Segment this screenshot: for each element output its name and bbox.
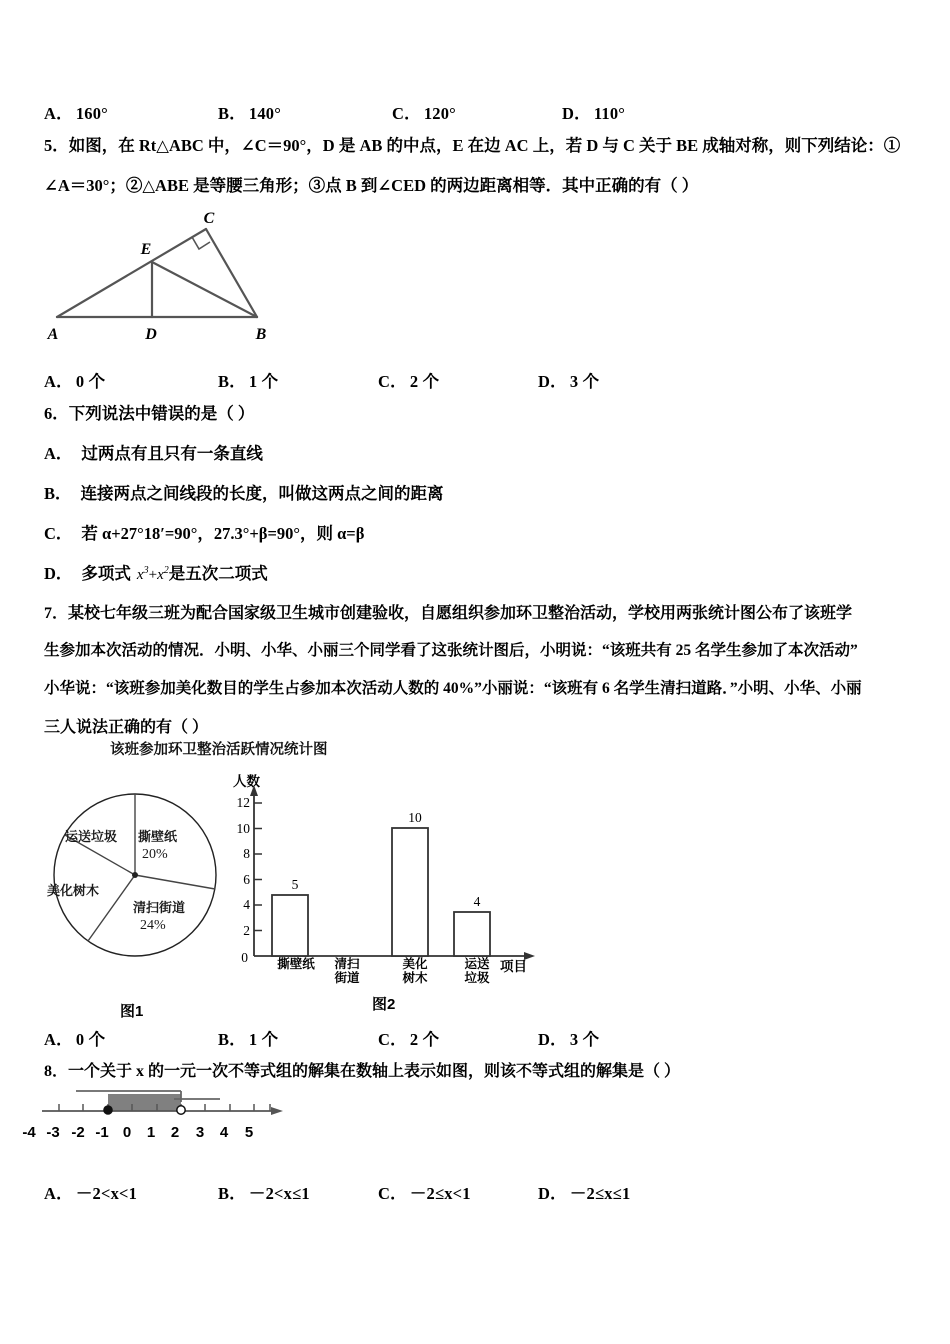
q8-option-b-text: －2<x≤1 [248, 1184, 310, 1203]
numberline-tick-label--2: -2 [71, 1124, 85, 1141]
q6-option-b-label: B． [44, 484, 72, 503]
q4-option-c-label: C． [392, 104, 421, 123]
bar-cat-sibizhi-l1: 撕壁纸 [277, 957, 315, 971]
q4-option-d[interactable] [562, 100, 625, 124]
bar-chart-ylabel: 人数 [233, 774, 260, 789]
bar-sibizhi [272, 895, 308, 956]
q4-option-d-label: D． [562, 104, 591, 123]
q7-option-d-text: 3 个 [569, 1030, 600, 1049]
q7-stem-line4 [44, 714, 924, 737]
numberline-tick-label--3: -3 [46, 1124, 60, 1141]
q5-option-a[interactable] [44, 368, 105, 392]
q6-option-d-pre: 多项式 [81, 564, 131, 583]
numberline-tick-label-2: 2 [170, 1124, 180, 1141]
q5-stem-line1 [44, 132, 924, 156]
q8-option-c-text: －2≤x<1 [409, 1184, 471, 1203]
q8-option-c-label: C． [378, 1184, 407, 1203]
pie-percent-qingsaojiedao: 24% [140, 918, 166, 933]
numberline-tick-label-3: 3 [195, 1124, 205, 1141]
bar-value-sibizhi: 5 [291, 877, 299, 892]
bar-ytick-6: 6 [243, 872, 250, 887]
q6-stem [44, 400, 924, 424]
numberline-tick-label-5: 5 [244, 1124, 254, 1141]
bar-ytick-12: 12 [236, 795, 250, 810]
bar-value-meihuashumu: 10 [408, 810, 422, 825]
bar-cat-meihuashumu-l1: 美化 [402, 957, 428, 971]
y-axis-ticks [254, 803, 262, 931]
q7-stem-line1 [44, 600, 924, 623]
bar-cat-qingsaojiedao [325, 957, 369, 985]
q5-option-b-label: B． [218, 372, 246, 391]
numberline-tick-label--1: -1 [95, 1124, 109, 1141]
q8-option-a-text: －2<x<1 [75, 1184, 138, 1203]
q8-option-d[interactable] [538, 1180, 630, 1204]
vertex-label-B: B [255, 326, 267, 343]
q8-option-b-label: B． [218, 1184, 246, 1203]
q7-option-a-text: 0 个 [75, 1030, 106, 1049]
q5-option-d-label: D． [538, 372, 567, 391]
bar-ytick-8: 8 [243, 846, 250, 861]
q7-stem-line3 [44, 676, 924, 698]
q8-option-d-label: D． [538, 1184, 567, 1203]
vertex-label-A: A [47, 326, 59, 343]
right-angle-mark-at-c [192, 237, 210, 249]
numberline-tick-label--4: -4 [22, 1124, 36, 1141]
bar-cat-qingsaojiedao-l2: 街道 [334, 971, 360, 985]
q7-option-a[interactable] [44, 1026, 105, 1050]
q8-option-c[interactable] [378, 1180, 471, 1204]
q4-option-b-label: B． [218, 104, 246, 123]
pie-label-sibizhi: 撕壁纸 [138, 829, 178, 844]
q5-option-b-text: 1 个 [248, 372, 279, 391]
q7-option-d-label: D． [538, 1030, 567, 1049]
segment-AC [57, 229, 206, 317]
pie-chart-title: 该班参加环卫整治活跃情况统计图 [110, 742, 328, 758]
triangle-svg [20, 208, 300, 348]
q6-stem-text: 下列说法中错误的是（ ） [68, 404, 255, 423]
q5-option-d-text: 3 个 [569, 372, 600, 391]
bar-cat-meihuashumu [393, 957, 437, 985]
q6-option-d-label: D． [44, 564, 73, 583]
q7-option-b-label: B． [218, 1030, 246, 1049]
q6-number: 6． [44, 404, 69, 423]
open-endpoint-1 [177, 1106, 185, 1114]
q8-number: 8． [44, 1063, 69, 1080]
q6-option-b-text: 连接两点之间线段的长度，叫做这两点之间的距离 [80, 484, 444, 503]
bar-value-yunsonglaji: 4 [473, 894, 481, 909]
q5-stem-text1: 如图，在 Rt△ABC 中，∠C＝90°，D 是 AB 的中点，E 在边 AC 上，若 D 与 C 关于 BE 成轴对称，则下列结论：① [68, 136, 901, 155]
q5-option-c-text: 2 个 [409, 372, 440, 391]
vertex-label-C: C [203, 210, 215, 227]
q8-option-b[interactable] [218, 1180, 310, 1204]
q5-stem-line2 [44, 172, 924, 196]
numberline-svg [30, 1088, 300, 1158]
q7-stem-text3: 小华说：“该班参加美化数目的学生占参加本次活动人数的 40%”小丽说：“该班有 6 名学生清扫道路．”小明、小华、小丽 [44, 680, 862, 697]
q6-option-c-label: C． [44, 524, 73, 543]
pie-label-qingsaojiedao: 清扫街道 [133, 900, 186, 915]
solution-shading [108, 1094, 181, 1111]
q6-option-b[interactable] [44, 480, 444, 504]
numberline-arrow [271, 1107, 283, 1115]
q5-option-c-label: C． [378, 372, 407, 391]
bar-y-origin: 0 [241, 950, 248, 965]
bar-ytick-2: 2 [243, 923, 250, 938]
q5-option-d[interactable] [538, 368, 599, 392]
q6-expr-base2: x [157, 567, 164, 583]
q8-option-d-text: －2≤x≤1 [569, 1184, 631, 1203]
q6-option-d-post: 是五次二项式 [168, 564, 268, 583]
q7-stem-line2 [44, 638, 924, 660]
q6-expr-sup2: 2 [163, 565, 169, 576]
q4-option-a-text: 160° [75, 104, 108, 123]
q7-number: 7． [44, 605, 69, 622]
bar-cat-yunsonglaji-l1: 运送 [464, 957, 490, 971]
bar-yunsonglaji [454, 912, 490, 956]
q5-stem-text2: ∠A＝30°；②△ABE 是等腰三角形；③点 B 到∠CED 的两边距离相等．其中正确的有（ ） [44, 176, 699, 195]
q7-option-d[interactable] [538, 1026, 599, 1050]
q6-option-c[interactable] [44, 520, 364, 544]
numberline-tick-label-0: 0 [122, 1124, 132, 1141]
bar-ytick-10: 10 [236, 821, 250, 836]
q7-stem-text1: 某校七年级三班为配合国家级卫生城市创建验收，自愿组织参加环卫整治活动，学校用两张统计图公布了该班学 [68, 605, 853, 622]
q4-option-c-text: 120° [423, 104, 456, 123]
bar-cat-yunsonglaji-l2: 垃圾 [464, 971, 490, 985]
q4-option-a[interactable] [44, 100, 108, 124]
q7-stem-text4: 三人说法正确的有（ ） [44, 719, 209, 736]
q5-option-c[interactable] [378, 368, 439, 392]
q4-option-b-text: 140° [248, 104, 282, 123]
pie-percent-sibizhi: 20% [142, 847, 168, 862]
q5-number: 5． [44, 136, 69, 155]
pie-center-dot [132, 872, 138, 878]
numberline-tick-label-1: 1 [146, 1124, 156, 1141]
pie-label-meihuashumu: 美化树木 [47, 883, 100, 898]
pie-chart-caption: 图1 [120, 1003, 144, 1020]
q7-stem-text2: 生参加本次活动的情况．小明、小华、小丽三个同学看了这张统计图后，小明说：“该班共有 25 名学生参加了本次活动” [44, 642, 858, 659]
q7-option-a-label: A． [44, 1030, 73, 1049]
q6-option-c-text: 若 α+27°18′=90°，27.3°+β=90°，则 α=β [81, 524, 365, 543]
q4-option-d-text: 110° [593, 104, 626, 123]
q5-option-b[interactable] [218, 368, 278, 392]
q6-expr-base1: x [136, 567, 144, 583]
q6-option-d[interactable] [44, 560, 268, 584]
q6-option-d-expr [137, 567, 169, 583]
q8-stem-text: 一个关于 x 的一元一次不等式组的解集在数轴上表示如图，则该不等式组的解集是（ ） [68, 1063, 681, 1080]
q6-option-a-text: 过两点有且只有一条直线 [81, 444, 263, 463]
bar-cat-meihuashumu-l2: 树木 [402, 971, 428, 985]
q6-expr-sup1: 3 [143, 565, 149, 576]
q7-option-b[interactable] [218, 1026, 278, 1050]
closed-endpoint-minus2 [104, 1106, 112, 1114]
q8-option-a-label: A． [44, 1184, 73, 1203]
bar-chart [232, 768, 552, 968]
bar-cat-sibizhi [268, 957, 324, 971]
q8-numberline-figure [30, 1088, 300, 1158]
pie-label-yunsonglaji: 运送垃圾 [65, 829, 118, 844]
q5-triangle-figure [20, 208, 300, 348]
q8-stem [44, 1058, 924, 1081]
q6-option-a-label: A． [44, 444, 73, 463]
q7-option-c-text: 2 个 [409, 1030, 440, 1049]
numberline-tick-label-4: 4 [219, 1124, 229, 1141]
q6-option-a[interactable] [44, 440, 263, 464]
q7-option-c[interactable] [378, 1026, 439, 1050]
q4-option-b[interactable] [218, 100, 281, 124]
vertex-label-E: E [140, 241, 152, 258]
q4-option-a-label: A． [44, 104, 73, 123]
bar-chart-xlabel: 项目 [500, 959, 527, 974]
bar-chart-svg [232, 768, 552, 968]
vertex-label-D: D [145, 326, 157, 343]
bar-cat-yunsonglaji [455, 957, 499, 985]
q5-option-a-text: 0 个 [75, 372, 106, 391]
bar-meihuashumu [392, 828, 428, 956]
bar-chart-caption: 图2 [372, 996, 396, 1013]
q6-expr-op: + [148, 567, 158, 583]
bar-ytick-4: 4 [243, 897, 250, 912]
q8-option-a[interactable] [44, 1180, 137, 1204]
q4-option-c[interactable] [392, 100, 456, 124]
q7-option-b-text: 1 个 [248, 1030, 279, 1049]
q5-option-a-label: A． [44, 372, 73, 391]
bar-cat-qingsaojiedao-l1: 清扫 [334, 957, 360, 971]
q7-option-c-label: C． [378, 1030, 407, 1049]
